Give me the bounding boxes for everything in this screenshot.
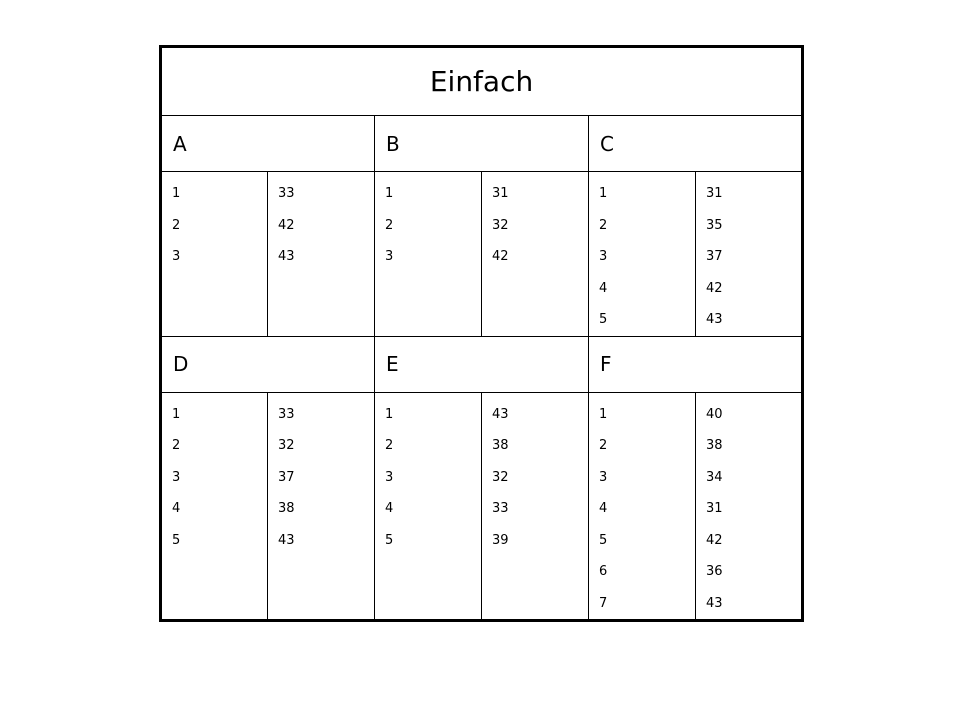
- list-item: 1: [599, 186, 608, 201]
- list-item: 6: [599, 564, 608, 579]
- list-item: 33: [278, 406, 295, 422]
- list-item: 38: [492, 438, 509, 453]
- list-item: 43: [706, 595, 723, 611]
- group-a-left-list: [161, 172, 268, 337]
- list-item: 33: [278, 186, 295, 201]
- group-header-b: B: [375, 116, 589, 172]
- list-item: 43: [278, 249, 295, 264]
- group-a-right-list: [268, 172, 375, 337]
- einfach-table: [159, 45, 804, 622]
- list-item: 2: [599, 438, 608, 453]
- list-item: 32: [492, 217, 509, 233]
- list-item: 3: [172, 469, 181, 485]
- list-item: 4: [599, 501, 608, 516]
- list-item: 1: [172, 406, 181, 422]
- list-item: 3: [599, 469, 608, 485]
- list-item: 1: [599, 406, 608, 422]
- list-item: 3: [172, 249, 181, 264]
- list-item: 42: [706, 280, 723, 296]
- list-item: 31: [706, 501, 723, 516]
- list-item: 42: [278, 217, 295, 233]
- list-item: 2: [599, 217, 608, 233]
- list-item: 37: [706, 249, 723, 264]
- group-c-right-list: [696, 172, 803, 337]
- list-item: 1: [385, 406, 394, 422]
- list-item: 3: [599, 249, 608, 264]
- list-item: 2: [385, 438, 394, 453]
- list-item: 38: [278, 501, 295, 516]
- group-header-a: A: [161, 116, 375, 172]
- group-d-right-list: [268, 392, 375, 621]
- list-item: 5: [385, 532, 394, 548]
- group-e-left-list: [375, 392, 482, 621]
- list-item: 1: [172, 186, 181, 201]
- list-item: 5: [599, 532, 608, 548]
- list-item: 40: [706, 406, 723, 422]
- group-header-d: D: [161, 336, 375, 392]
- list-item: 4: [385, 501, 394, 516]
- list-item: 32: [278, 438, 295, 453]
- group-b-left-list: [375, 172, 482, 337]
- group-f-right-list: [696, 392, 803, 621]
- list-item: 43: [278, 532, 295, 548]
- group-c-left-list: [589, 172, 696, 337]
- list-item: 2: [172, 438, 181, 453]
- list-item: 43: [706, 312, 723, 327]
- list-item: 39: [492, 532, 509, 548]
- list-item: 4: [172, 501, 181, 516]
- list-item: 1: [385, 186, 394, 201]
- list-item: 42: [706, 532, 723, 548]
- group-f-left-list: [589, 392, 696, 621]
- list-item: 4: [599, 280, 608, 296]
- table-title: Einfach: [161, 47, 803, 116]
- list-item: 37: [278, 469, 295, 485]
- group-d-left-list: [161, 392, 268, 621]
- list-item: 5: [172, 532, 181, 548]
- group-e-right-list: [482, 392, 589, 621]
- list-item: 43: [492, 406, 509, 422]
- list-item: 31: [492, 186, 509, 201]
- group-header-f: F: [589, 336, 803, 392]
- list-item: 35: [706, 217, 723, 233]
- list-item: 38: [706, 438, 723, 453]
- group-b-right-list: [482, 172, 589, 337]
- list-item: 31: [706, 186, 723, 201]
- list-item: 33: [492, 501, 509, 516]
- list-item: 3: [385, 469, 394, 485]
- list-item: 42: [492, 249, 509, 264]
- group-header-e: E: [375, 336, 589, 392]
- list-item: 3: [385, 249, 394, 264]
- list-item: 7: [599, 595, 608, 611]
- list-item: 5: [599, 312, 608, 327]
- list-item: 2: [385, 217, 394, 233]
- list-item: 32: [492, 469, 509, 485]
- list-item: 2: [172, 217, 181, 233]
- list-item: 36: [706, 564, 723, 579]
- group-header-c: C: [589, 116, 803, 172]
- list-item: 34: [706, 469, 723, 485]
